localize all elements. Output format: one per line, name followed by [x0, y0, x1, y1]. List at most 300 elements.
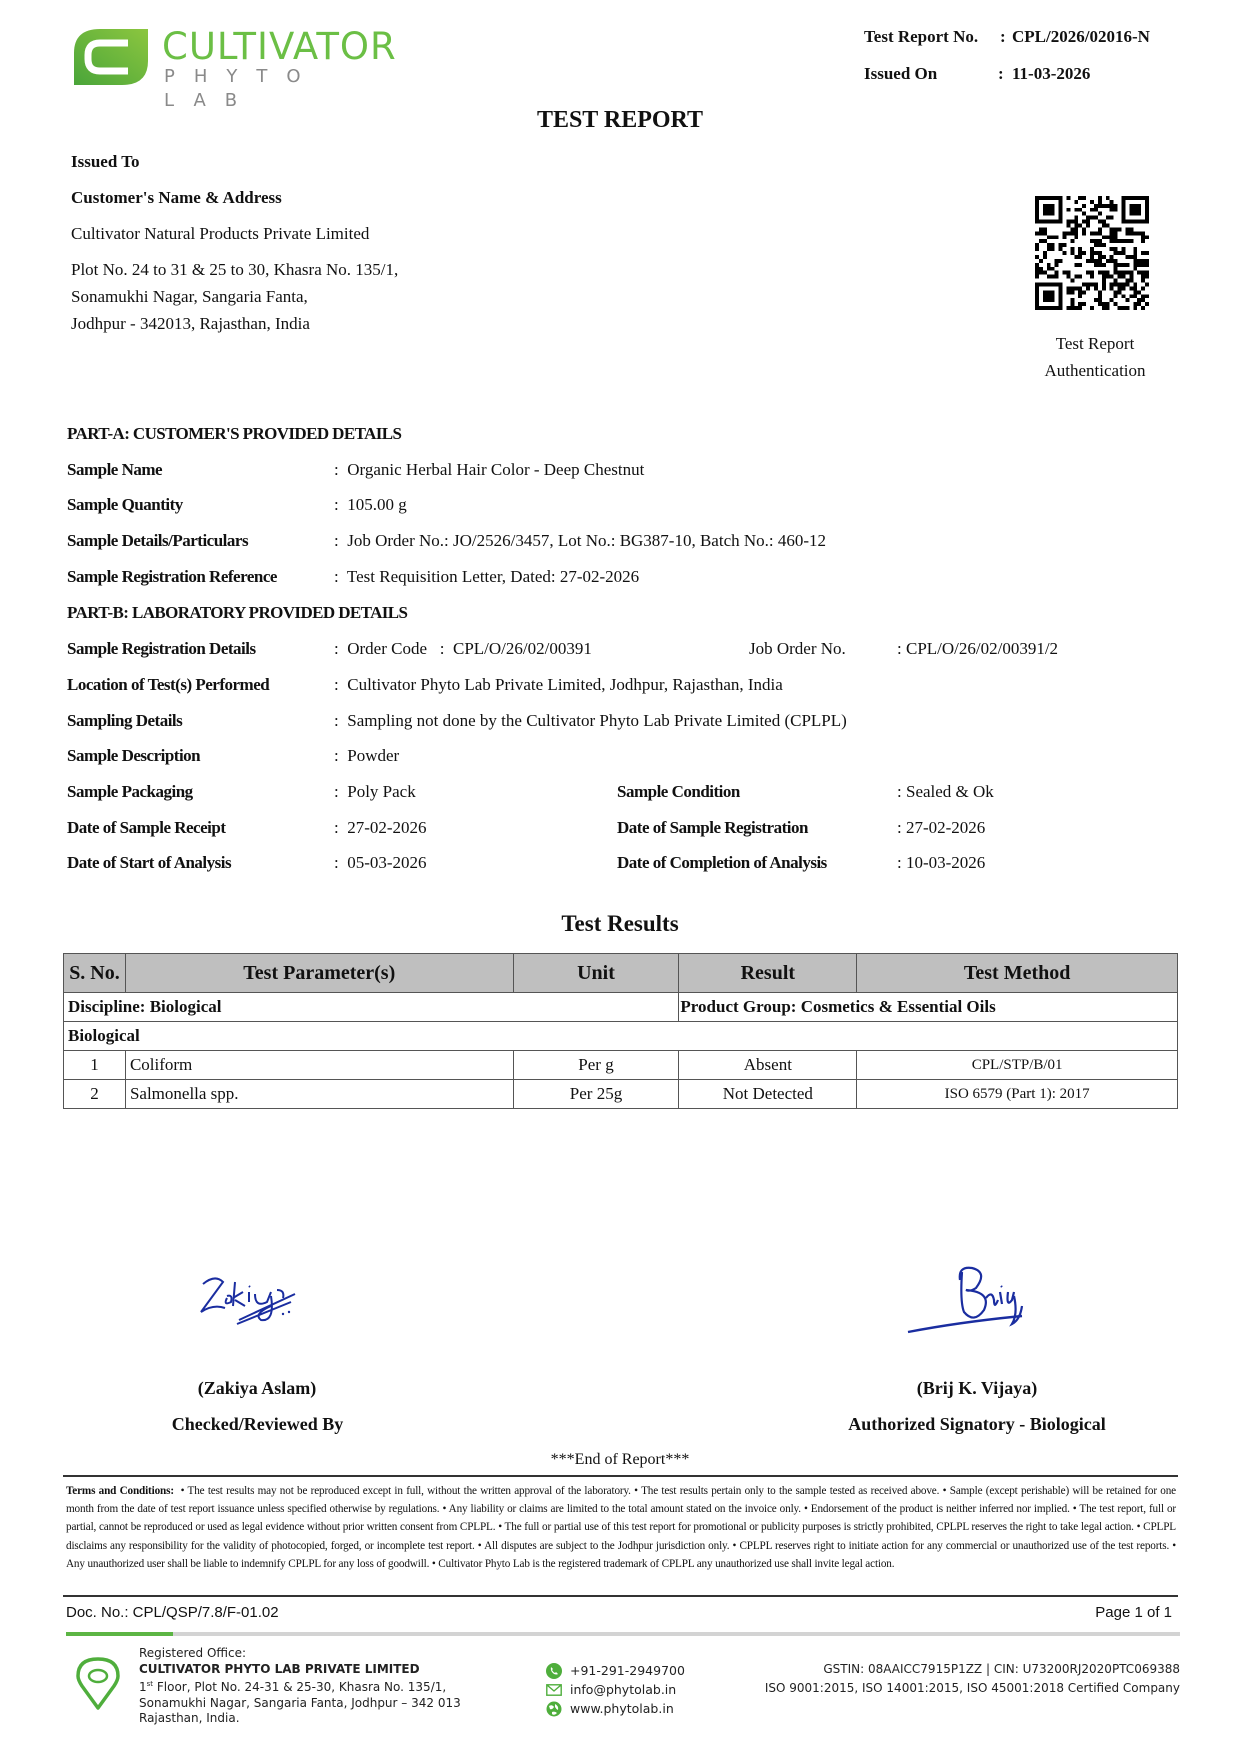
qr-module [1043, 298, 1047, 302]
qr-module [1102, 235, 1106, 239]
qr-module [1129, 212, 1133, 216]
qr-module [1098, 298, 1102, 302]
qr-module [1066, 286, 1070, 290]
qr-module [1098, 243, 1102, 247]
qr-module [1051, 247, 1055, 251]
qr-module [1070, 247, 1074, 251]
qr-module [1106, 271, 1110, 275]
qr-module [1078, 275, 1082, 279]
qr-module [1047, 263, 1051, 267]
parameter-cell: Salmonella spp. [125, 1080, 513, 1109]
qr-module [1090, 200, 1094, 204]
sampling-details-value: : Sampling not done by the Cultivator Phyto Lab Private Limited (CPLPL) [334, 711, 847, 730]
customer-address-line: Jodhpur - 342013, Rajasthan, India [71, 314, 310, 333]
globe-icon [546, 1701, 562, 1717]
qr-module [1121, 251, 1125, 255]
qr-module [1110, 255, 1114, 259]
column-header-method: Test Method [857, 954, 1178, 993]
qr-module [1102, 282, 1106, 286]
phone-link[interactable]: +91-291-2949700 [570, 1663, 685, 1678]
qr-module [1098, 196, 1102, 200]
qr-module [1066, 231, 1070, 235]
qr-module [1066, 271, 1070, 275]
qr-module [1090, 208, 1094, 212]
qr-module [1055, 271, 1059, 275]
qr-module [1137, 231, 1141, 235]
column-header-sno: S. No. [64, 954, 126, 993]
qr-code[interactable] [1035, 196, 1149, 310]
qr-module [1102, 263, 1106, 267]
qr-module [1059, 294, 1063, 298]
qr-module [1141, 298, 1145, 302]
qr-module [1141, 196, 1145, 200]
qr-module [1074, 263, 1078, 267]
date-sample-receipt-label: Date of Sample Receipt [67, 818, 226, 837]
qr-module [1035, 306, 1039, 310]
qr-module [1070, 231, 1074, 235]
qr-module [1035, 243, 1039, 247]
qr-module [1039, 227, 1043, 231]
end-of-report: ***End of Report*** [550, 1451, 690, 1468]
page-number: Page 1 of 1 [1095, 1604, 1172, 1621]
leaf-logo-icon [70, 25, 152, 89]
website-link[interactable]: www.phytolab.in [570, 1701, 674, 1716]
phone-icon [546, 1663, 562, 1679]
sample-registration-reference-label: Sample Registration Reference [67, 567, 277, 586]
qr-module [1145, 271, 1149, 275]
part-b-heading: PART-B: LABORATORY PROVIDED DETAILS [67, 603, 408, 622]
qr-module [1086, 224, 1090, 228]
qr-module [1035, 302, 1039, 306]
qr-module [1106, 302, 1110, 306]
product-group-cell: Product Group: Cosmetics & Essential Oils [679, 993, 1178, 1022]
office-address-line: Sonamukhi Nagar, Sangaria Fanta, Jodhpur – 342 013 [139, 1695, 461, 1710]
qr-module [1098, 255, 1102, 259]
qr-module [1094, 204, 1098, 208]
qr-module [1110, 239, 1114, 243]
qr-module [1114, 267, 1118, 271]
column-header-parameter: Test Parameter(s) [125, 954, 513, 993]
qr-module [1141, 279, 1145, 283]
iso-certification: ISO 9001:2015, ISO 14001:2015, ISO 45001:2018 Certified Company [764, 1681, 1180, 1695]
qr-module [1121, 275, 1125, 279]
qr-module [1035, 208, 1039, 212]
qr-module [1102, 255, 1106, 259]
qr-module [1039, 220, 1043, 224]
qr-module [1114, 294, 1118, 298]
qr-module [1074, 231, 1078, 235]
qr-module [1070, 227, 1074, 231]
qr-module [1110, 235, 1114, 239]
terms-and-conditions [66, 1482, 1176, 1573]
qr-module [1094, 243, 1098, 247]
qr-module [1090, 282, 1094, 286]
qr-module [1059, 302, 1063, 306]
sample-details-label: Sample Details/Particulars [67, 531, 249, 550]
qr-module [1137, 302, 1141, 306]
qr-module [1074, 286, 1078, 290]
qr-module [1110, 231, 1114, 235]
qr-module [1066, 306, 1070, 310]
qr-module [1051, 196, 1055, 200]
qr-module [1059, 286, 1063, 290]
qr-module [1074, 208, 1078, 212]
qr-module [1035, 231, 1039, 235]
qr-module [1121, 294, 1125, 298]
qr-module [1129, 227, 1133, 231]
qr-module [1051, 267, 1055, 271]
qr-module [1059, 298, 1063, 302]
qr-module [1035, 275, 1039, 279]
qr-module [1145, 204, 1149, 208]
qr-module [1070, 302, 1074, 306]
qr-module [1102, 204, 1106, 208]
qr-module [1047, 196, 1051, 200]
qr-module [1125, 227, 1129, 231]
qr-module [1047, 235, 1051, 239]
qr-module [1035, 263, 1039, 267]
qr-module [1047, 294, 1051, 298]
qr-module [1043, 290, 1047, 294]
qr-module [1063, 243, 1067, 247]
customer-company: Cultivator Natural Products Private Limited [71, 224, 370, 243]
qr-module [1082, 251, 1086, 255]
qr-module [1043, 251, 1047, 255]
qr-module [1035, 267, 1039, 271]
registration-ids: GSTIN: 08AAICC7915P1ZZ | CIN: U73200RJ2020PTC069388 [823, 1662, 1180, 1676]
qr-module [1078, 302, 1082, 306]
qr-module [1133, 204, 1137, 208]
qr-module [1129, 239, 1133, 243]
qr-module [1070, 286, 1074, 290]
qr-module [1055, 263, 1059, 267]
qr-module [1125, 220, 1129, 224]
qr-module [1043, 255, 1047, 259]
qr-module [1118, 290, 1122, 294]
qr-module [1125, 255, 1129, 259]
qr-module [1098, 251, 1102, 255]
qr-module [1129, 204, 1133, 208]
qr-module [1102, 275, 1106, 279]
qr-module [1078, 294, 1082, 298]
qr-module [1051, 294, 1055, 298]
qr-module [1110, 247, 1114, 251]
qr-module [1039, 282, 1043, 286]
qr-module [1129, 286, 1133, 290]
qr-module [1094, 208, 1098, 212]
qr-module [1051, 220, 1055, 224]
qr-module [1086, 259, 1090, 263]
qr-module [1129, 231, 1133, 235]
qr-module [1059, 259, 1063, 263]
qr-module [1098, 263, 1102, 267]
qr-module [1118, 239, 1122, 243]
qr-module [1098, 239, 1102, 243]
website-row [546, 1699, 706, 1718]
qr-module [1094, 259, 1098, 263]
qr-module [1055, 306, 1059, 310]
qr-module [1043, 239, 1047, 243]
qr-module [1070, 306, 1074, 310]
qr-module [1129, 271, 1133, 275]
qr-module [1110, 298, 1114, 302]
qr-module [1145, 216, 1149, 220]
footer-bar-accent [66, 1632, 173, 1636]
qr-module [1114, 259, 1118, 263]
qr-module [1070, 251, 1074, 255]
qr-module [1035, 294, 1039, 298]
qr-module [1114, 204, 1118, 208]
sample-quantity-label: Sample Quantity [67, 495, 183, 514]
qr-module [1082, 204, 1086, 208]
qr-module [1110, 282, 1114, 286]
test-results-title: Test Results [561, 911, 679, 936]
qr-module [1098, 227, 1102, 231]
qr-module [1094, 251, 1098, 255]
location-value: : Cultivator Phyto Lab Private Limited, Jodhpur, Rajasthan, India [334, 675, 783, 694]
qr-module [1110, 216, 1114, 220]
qr-module [1121, 282, 1125, 286]
qr-module [1121, 212, 1125, 216]
qr-module [1129, 275, 1133, 279]
qr-module [1121, 247, 1125, 251]
qr-module [1133, 220, 1137, 224]
qr-module [1074, 306, 1078, 310]
qr-module [1078, 306, 1082, 310]
qr-module [1047, 212, 1051, 216]
qr-module [1059, 282, 1063, 286]
qr-module [1106, 259, 1110, 263]
qr-caption: Test Report Authentication [1044, 334, 1146, 380]
date-start-analysis-label: Date of Start of Analysis [67, 853, 232, 872]
qr-module [1070, 239, 1074, 243]
qr-module [1098, 204, 1102, 208]
qr-module [1059, 200, 1063, 204]
terms-label: Terms and Conditions: [66, 1485, 174, 1497]
qr-module [1090, 247, 1094, 251]
qr-module [1129, 220, 1133, 224]
qr-module [1121, 263, 1125, 267]
qr-module [1043, 306, 1047, 310]
qr-module [1043, 282, 1047, 286]
qr-module [1070, 279, 1074, 283]
qr-module [1059, 216, 1063, 220]
qr-module [1102, 302, 1106, 306]
qr-module [1043, 231, 1047, 235]
qr-module [1137, 290, 1141, 294]
qr-module [1118, 227, 1122, 231]
terms-text: • The test results may not be reproduced except in full, without the written approval of the laboratory. • The test results pertain only to the sample tested as received above. • Sample (except perishable) will be retained for one month from the date of test report issuance unless specified otherwise by regulations. • Any liability or claims are limited to the total amount stated on the invoice only. • Endorsement of the product is neither inferred nor implied. • The test report, full or partial, cannot be reproduced or used as legal evidence without prior written consent from CPLPL. • The full or partial use of this test report for promotional or publicity purposes is strictly prohibited, CPLPL reserves the right to take legal action. • CPLPL disclaims any responsibility for the validity of photocopied, forged, or incomplete test report. • All disputes are subject to the Jodhpur jurisdiction only. • CPLPL reserves right to initiate action for any commercial or unauthorized use of the test reports. • Any unauthorized user shall be liable to indemnify CPLPL for any loss of goodwill. • Cultivator Phyto Lab is the registered trademark of CPLPL any unauthorized use shall invite legal action. [66, 1485, 1176, 1570]
qr-module [1133, 231, 1137, 235]
job-order-value: : CPL/O/26/02/00391/2 [897, 639, 1059, 658]
qr-module [1066, 224, 1070, 228]
qr-module [1133, 286, 1137, 290]
registered-office [139, 1646, 539, 1727]
qr-module [1110, 227, 1114, 231]
qr-module [1110, 208, 1114, 212]
qr-module [1141, 306, 1145, 310]
qr-module [1098, 231, 1102, 235]
issued-on-value: 11-03-2026 [1012, 64, 1091, 83]
qr-module [1118, 282, 1122, 286]
qr-module [1047, 290, 1051, 294]
qr-module [1051, 275, 1055, 279]
sample-condition-value: : Sealed & Ok [897, 782, 994, 801]
qr-module [1063, 271, 1067, 275]
qr-module [1106, 235, 1110, 239]
qr-module [1106, 204, 1110, 208]
qr-module [1090, 231, 1094, 235]
qr-module [1051, 204, 1055, 208]
qr-module [1047, 220, 1051, 224]
qr-module [1125, 298, 1129, 302]
qr-module [1035, 220, 1039, 224]
qr-module [1137, 196, 1141, 200]
discipline-cell: Discipline: Biological [64, 993, 679, 1022]
qr-module [1059, 243, 1063, 247]
qr-module [1078, 208, 1082, 212]
qr-module [1110, 259, 1114, 263]
qr-module [1121, 271, 1125, 275]
qr-module [1098, 302, 1102, 306]
date-sample-receipt-value: : 27-02-2026 [334, 818, 427, 837]
qr-module [1114, 247, 1118, 251]
qr-module [1039, 306, 1043, 310]
office-address-line: 1st Floor, Plot No. 24-31 & 25-30, Khasra No. 135/1, [139, 1680, 447, 1694]
qr-module [1118, 271, 1122, 275]
qr-module [1082, 231, 1086, 235]
qr-module [1074, 227, 1078, 231]
qr-module [1047, 306, 1051, 310]
qr-module [1137, 212, 1141, 216]
logo-subtitle: PHYTO LAB [164, 66, 320, 111]
qr-module [1043, 294, 1047, 298]
qr-module [1039, 239, 1043, 243]
qr-module [1102, 306, 1106, 310]
group-row [64, 1022, 1178, 1051]
qr-module [1133, 282, 1137, 286]
qr-module [1129, 208, 1133, 212]
qr-module [1121, 220, 1125, 224]
qr-module [1074, 255, 1078, 259]
column-header-result: Result [679, 954, 857, 993]
issued-to-heading: Issued To [71, 152, 140, 171]
qr-module [1133, 267, 1137, 271]
qr-module [1039, 196, 1043, 200]
location-pin-icon [76, 1656, 120, 1712]
qr-module [1051, 208, 1055, 212]
sample-packaging-label: Sample Packaging [67, 782, 193, 801]
qr-module [1094, 282, 1098, 286]
result-cell: Absent [679, 1051, 857, 1080]
qr-module [1129, 196, 1133, 200]
unit-cell: Per g [513, 1051, 679, 1080]
qr-module [1063, 231, 1067, 235]
qr-module [1082, 282, 1086, 286]
method-cell: ISO 6579 (Part 1): 2017 [857, 1080, 1178, 1109]
qr-module [1133, 212, 1137, 216]
sample-name-label: Sample Name [67, 460, 163, 479]
office-address-line: Rajasthan, India. [139, 1711, 240, 1725]
qr-module [1078, 196, 1082, 200]
report-number-label: Test Report No. [864, 27, 979, 46]
qr-module [1114, 271, 1118, 275]
qr-module [1043, 204, 1047, 208]
qr-module [1047, 247, 1051, 251]
qr-module [1106, 306, 1110, 310]
qr-module [1141, 235, 1145, 239]
qr-module [1137, 298, 1141, 302]
qr-module [1106, 224, 1110, 228]
qr-module [1098, 271, 1102, 275]
qr-module [1114, 251, 1118, 255]
qr-module [1094, 286, 1098, 290]
qr-module [1129, 255, 1133, 259]
qr-module [1059, 196, 1063, 200]
signatory-2-role: Authorized Signatory - Biological [848, 1414, 1106, 1434]
qr-module [1090, 275, 1094, 279]
qr-module [1070, 290, 1074, 294]
qr-module [1051, 282, 1055, 286]
qr-module [1133, 208, 1137, 212]
qr-module [1121, 306, 1125, 310]
date-start-analysis-value: : 05-03-2026 [334, 853, 427, 872]
sample-condition-label: Sample Condition [617, 782, 740, 801]
qr-module [1074, 220, 1078, 224]
date-completion-analysis-value: : 10-03-2026 [897, 853, 986, 872]
report-number-value: CPL/2026/02016-N [1012, 27, 1150, 46]
qr-module [1059, 290, 1063, 294]
qr-module [1141, 263, 1145, 267]
qr-module [1114, 263, 1118, 267]
qr-module [1082, 227, 1086, 231]
date-sample-registration-label: Date of Sample Registration [617, 818, 808, 837]
qr-module [1035, 290, 1039, 294]
qr-module [1063, 251, 1067, 255]
qr-module [1121, 239, 1125, 243]
signatory-1-name: (Zakiya Aslam) [197, 1378, 317, 1398]
sample-registration-details-label: Sample Registration Details [67, 639, 256, 658]
qr-module [1133, 251, 1137, 255]
qr-module [1114, 302, 1118, 306]
signature-brij [900, 1262, 1050, 1342]
qr-module [1118, 251, 1122, 255]
qr-module [1125, 306, 1129, 310]
qr-module [1114, 208, 1118, 212]
qr-module [1039, 259, 1043, 263]
qr-module [1039, 271, 1043, 275]
qr-module [1078, 247, 1082, 251]
qr-module [1055, 220, 1059, 224]
qr-module [1137, 204, 1141, 208]
qr-module [1133, 302, 1137, 306]
qr-module [1051, 243, 1055, 247]
email-link[interactable]: info@phytolab.in [570, 1682, 677, 1697]
qr-module [1125, 279, 1129, 283]
qr-module [1145, 282, 1149, 286]
qr-module [1129, 279, 1133, 283]
office-company: CULTIVATOR PHYTO LAB PRIVATE LIMITED [139, 1661, 420, 1676]
company-logo [70, 25, 430, 111]
qr-module [1051, 290, 1055, 294]
qr-module [1070, 298, 1074, 302]
qr-module [1145, 212, 1149, 216]
sampling-details-label: Sampling Details [67, 711, 183, 730]
qr-module [1110, 275, 1114, 279]
qr-module [1141, 275, 1145, 279]
qr-module [1035, 204, 1039, 208]
qr-module [1082, 290, 1086, 294]
